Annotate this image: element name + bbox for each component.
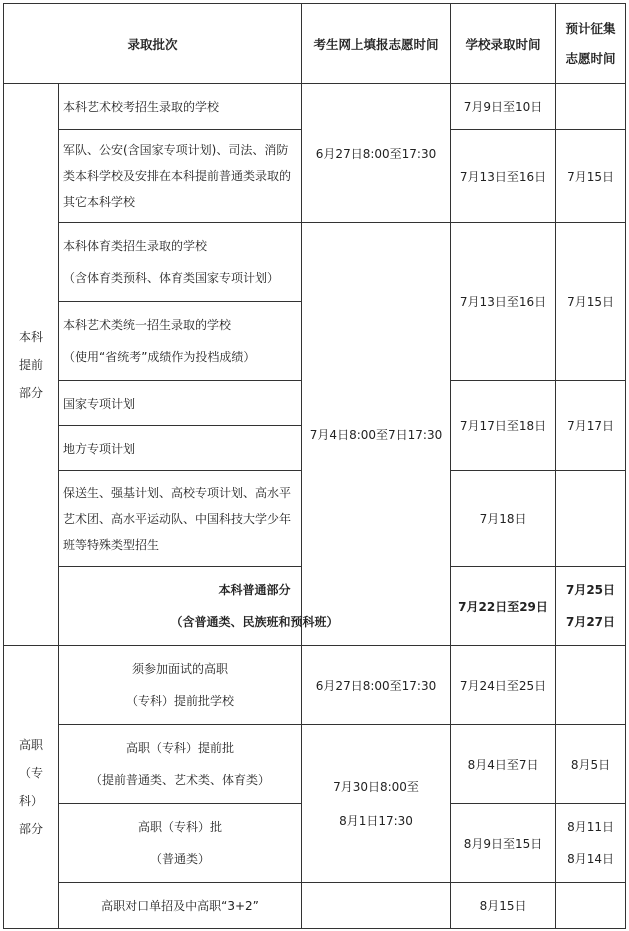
batch-name-line2: （提前普通类、艺术类、体育类） [90,773,271,787]
admit-time: 7月9日至10日 [451,84,556,130]
collect-time [556,646,626,725]
header-batch: 录取批次 [4,4,302,84]
batch-name: 地方专项计划 [59,426,302,471]
batch-name-line3: 其它本科学校 [63,195,136,209]
collect-line1: 7月25日 [565,583,616,597]
batch-name: 高职对口单招及中高职“3+2” [59,883,302,929]
batch-name-line2: （含体育类预科、体育类国家专项计划） [63,271,280,285]
group-early-line3: 部分 [18,385,43,400]
batch-name [59,646,302,725]
collect-time [556,471,626,567]
collect-line2: 7月27日 [565,615,616,629]
admit-time: 7月13日至16日 [451,223,556,381]
batch-name-line1: 本科体育类招生录取的学校 [63,239,208,253]
collect-time [556,804,626,883]
table-row [4,567,626,646]
batch-name-line1: 高职（专科）提前批 [126,741,235,755]
batch-name [59,130,302,223]
batch-name [59,567,451,646]
batch-name-line1: 高职（专科）批 [138,820,223,834]
batch-name-line2: （普通类） [150,852,211,866]
table-row [4,84,626,130]
fill-time-line2: 8月1日17:30 [339,813,413,828]
collect-time: 7月15日 [556,223,626,381]
batch-name [59,804,302,883]
table-row [4,883,626,929]
batch-name: 国家专项计划 [59,381,302,426]
admit-time: 7月17日至18日 [451,381,556,471]
admit-time: 7月24日至25日 [451,646,556,725]
batch-name-line1: 本科艺术类统一招生录取的学校 [63,318,232,332]
fill-time [302,883,451,929]
batch-name-line2: （专科）提前批学校 [126,694,235,708]
collect-time: 7月15日 [556,130,626,223]
batch-name-line1: 须参加面试的高职 [132,662,229,676]
batch-name [59,223,302,302]
collect-time: 7月17日 [556,381,626,471]
collect-time [556,84,626,130]
header-collect-time [556,4,626,84]
table-row [4,646,626,725]
collect-time [556,883,626,929]
collect-time: 8月5日 [556,725,626,804]
fill-time: 7月4日8:00至7日17:30 [302,223,451,646]
fill-time-line1: 7月30日8:00至 [333,779,419,794]
fill-time: 6月27日8:00至17:30 [302,646,451,725]
admit-time: 7月22日至29日 [451,567,556,646]
collect-line2: 8月14日 [567,852,614,866]
batch-name-line1: 军队、公安(含国家专项计划)、司法、消防 [63,143,289,157]
admit-time: 8月9日至15日 [451,804,556,883]
group-vocational [4,646,59,929]
admit-time: 7月13日至16日 [451,130,556,223]
group-voc-line2: （专 [18,766,43,780]
batch-name: 本科艺术校考招生录取的学校 [59,84,302,130]
group-voc-line4: 部分 [18,822,43,836]
admit-time: 8月15日 [451,883,556,929]
table-row [4,725,626,804]
batch-name-line2: 类本科学校及安排在本科提前普通类录取的 [63,169,292,183]
header-admit-time: 学校录取时间 [451,4,556,84]
batch-name [59,725,302,804]
batch-name-line2: 艺术团、高水平运动队、中国科技大学少年 [63,511,292,526]
admit-time: 7月18日 [451,471,556,567]
fill-time [302,725,451,883]
table-row [4,223,626,302]
batch-name-line1: 保送生、强基计划、高校专项计划、高水平 [63,485,292,500]
group-early-line2: 提前 [18,357,43,372]
group-early-line1: 本科 [18,329,43,344]
batch-name-line2: （使用“省统考”成绩作为投档成绩） [63,350,256,364]
group-voc-line1: 高职 [18,738,43,752]
header-fill-time: 考生网上填报志愿时间 [302,4,451,84]
group-undergrad-early [4,84,59,646]
batch-name [59,471,302,567]
collect-line1: 8月11日 [567,820,614,834]
batch-name-line3: 班等特殊类型招生 [63,537,160,552]
collect-time [556,567,626,646]
admission-schedule-table [3,3,626,929]
header-row [4,4,626,84]
group-voc-line3: 科） [18,794,43,808]
admit-time: 8月4日至7日 [451,725,556,804]
fill-time: 6月27日8:00至17:30 [302,84,451,223]
batch-name-line1: 本科普通部分 [218,583,291,597]
batch-name-line2: （含普通类、民族班和预科班） [170,615,339,629]
batch-name [59,302,302,381]
header-collect-line2: 志愿时间 [565,50,616,66]
header-collect-line1: 预计征集 [565,20,616,36]
